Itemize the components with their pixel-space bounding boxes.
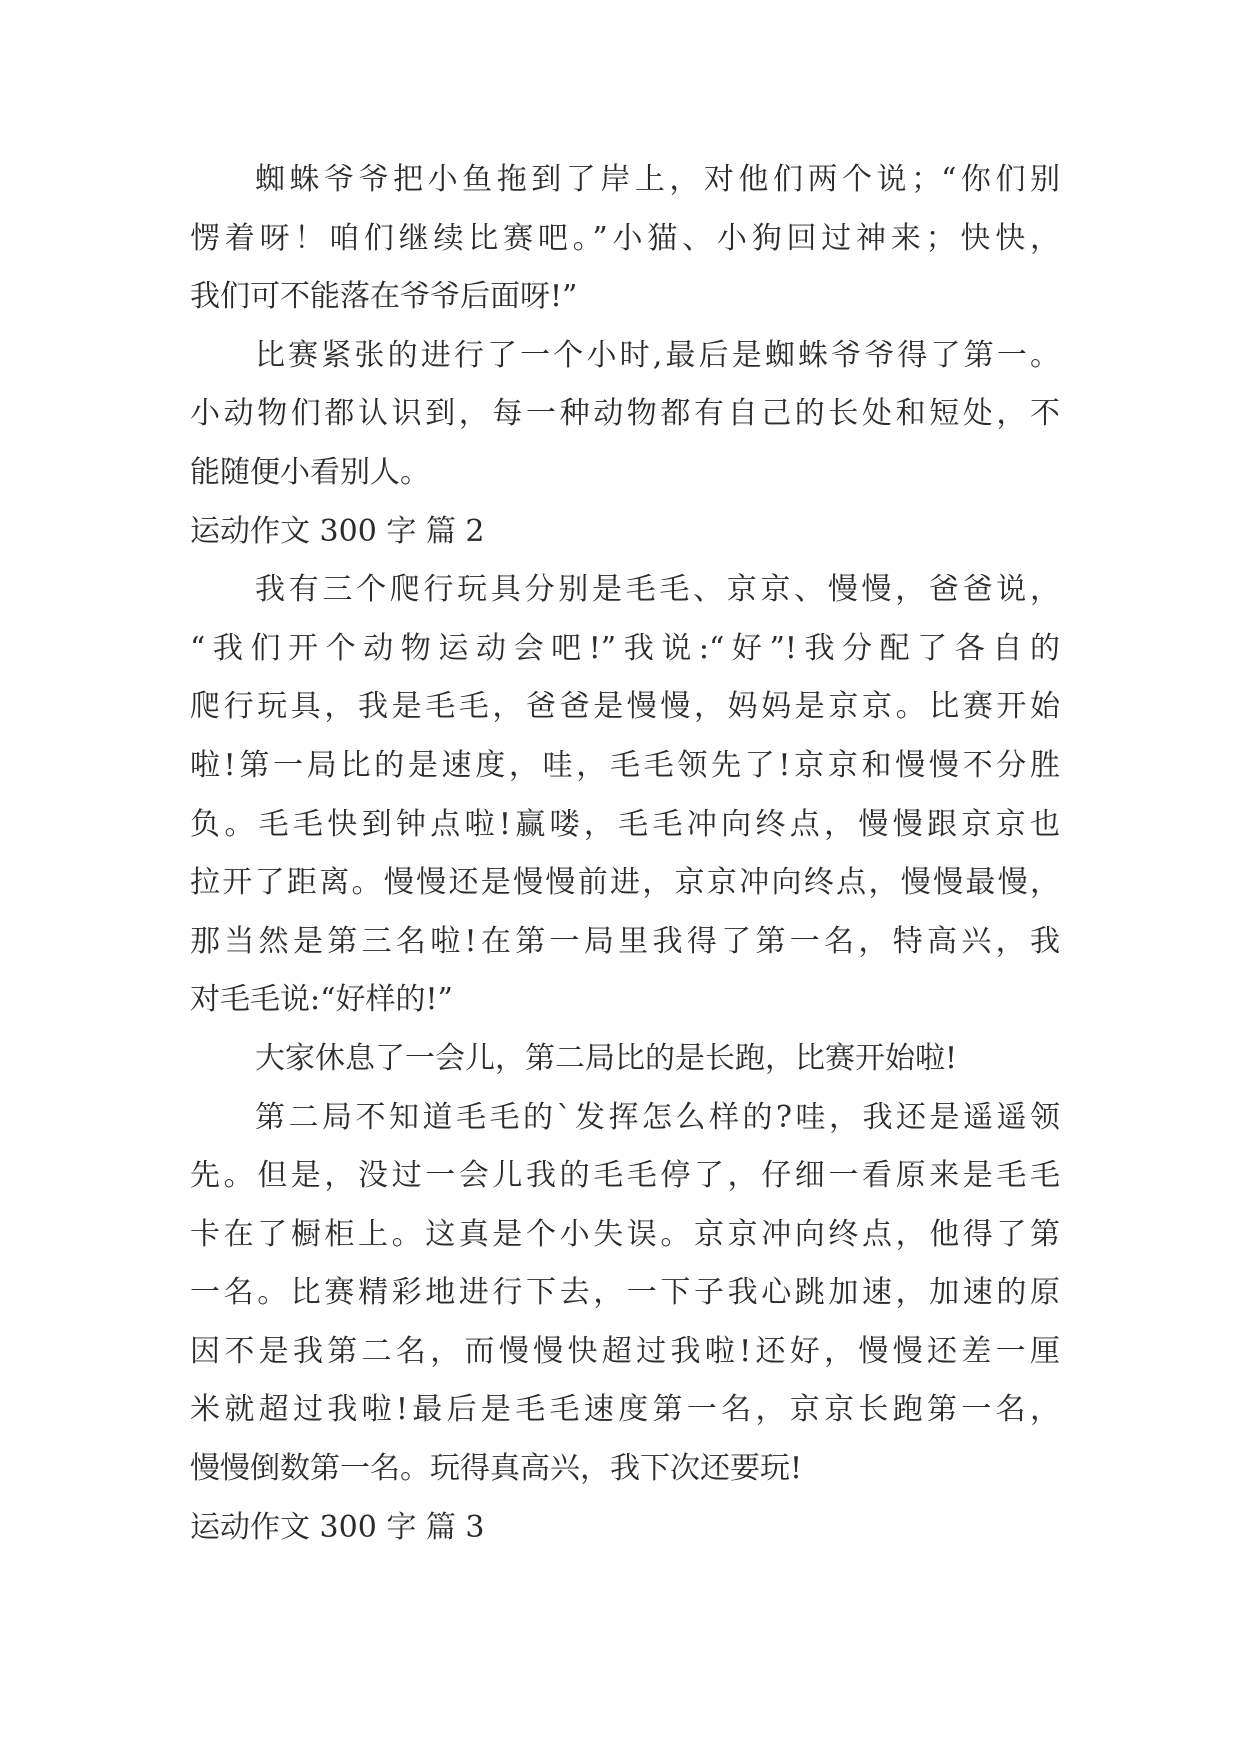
- paragraph-line: 负。毛毛快到钟点啦!赢喽，毛毛冲向终点，慢慢跟京京也: [190, 806, 1060, 842]
- paragraph-line: 我们可不能落在爷爷后面呀!”: [190, 279, 578, 315]
- paragraph-line: 慢慢倒数第一名。玩得真高兴，我下次还要玩!: [190, 1451, 803, 1487]
- paragraph-line: 小动物们都认识到，每一种动物都有自己的长处和短处，不: [190, 396, 1060, 432]
- paragraph-line: 比赛紧张的进行了一个小时,最后是蜘蛛爷爷得了第一。: [255, 337, 1060, 373]
- paragraph-line: 卡在了橱柜上。这真是个小失误。京京冲向终点，他得了第: [190, 1216, 1060, 1252]
- paragraph-line: 大家休息了一会儿，第二局比的是长跑，比赛开始啦!: [255, 1040, 958, 1076]
- paragraph-line: 蜘蛛爷爷把小鱼拖到了岸上，对他们两个说；“你们别: [255, 162, 1060, 197]
- paragraph-line: 啦!第一局比的是速度，哇，毛毛领先了!京京和慢慢不分胜: [190, 747, 1060, 783]
- paragraph-line: 爬行玩具，我是毛毛，爸爸是慢慢，妈妈是京京。比赛开始: [190, 689, 1060, 725]
- section-heading: 运动作文 300 字 篇 2: [190, 513, 485, 549]
- section-heading: 运动作文 300 字 篇 3: [190, 1509, 485, 1545]
- paragraph-line: 拉开了距离。慢慢还是慢慢前进，京京冲向终点，慢慢最慢，: [190, 865, 1060, 901]
- paragraph-line: 能随便小看别人。: [190, 454, 430, 490]
- paragraph-line: 米就超过我啦!最后是毛毛速度第一名，京京长跑第一名，: [190, 1392, 1060, 1428]
- paragraph-line: 我有三个爬行玩具分别是毛毛、京京、慢慢，爸爸说，: [255, 572, 1060, 608]
- paragraph-line: 对毛毛说:“好样的!”: [190, 982, 453, 1018]
- document-page: [190, 151, 1060, 1557]
- paragraph-line: 一名。比赛精彩地进行下去，一下子我心跳加速，加速的原: [190, 1275, 1060, 1311]
- paragraph-line: 那当然是第三名啦!在第一局里我得了第一名，特高兴，我: [190, 923, 1060, 959]
- paragraph-line: “我们开个动物运动会吧!”我说:“好”!我分配了各自的: [190, 630, 1060, 666]
- paragraph-line: 第二局不知道毛毛的`发挥怎么样的?哇，我还是遥遥领: [255, 1099, 1060, 1135]
- paragraph-line: 因不是我第二名，而慢慢快超过我啦!还好，慢慢还差一厘: [190, 1333, 1060, 1369]
- paragraph-line: 先。但是，没过一会儿我的毛毛停了，仔细一看原来是毛毛: [190, 1158, 1060, 1194]
- paragraph-line: 愣着呀！咱们继续比赛吧。”小猫、小狗回过神来；快快，: [190, 220, 1060, 256]
